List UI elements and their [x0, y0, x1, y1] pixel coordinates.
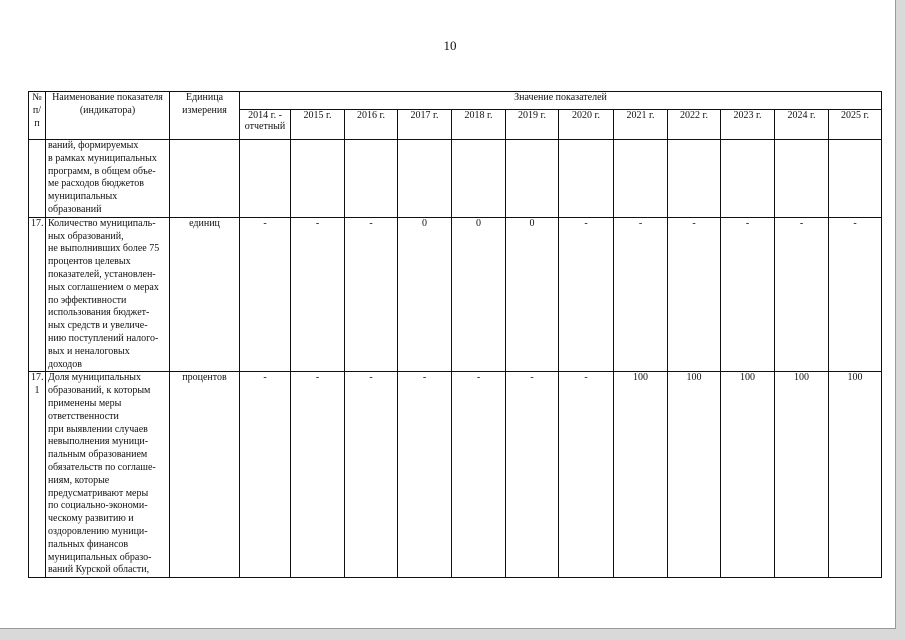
table-row	[29, 217, 882, 372]
value-cell: 100	[614, 372, 668, 578]
value-cell: -	[452, 372, 506, 578]
value-cell	[345, 140, 398, 218]
value-cell: 100	[721, 372, 775, 578]
value-cell: -	[829, 217, 882, 372]
header-year: 2022 г.	[668, 110, 721, 140]
header-year: 2019 г.	[506, 110, 559, 140]
indicator-unit: процентов	[170, 372, 240, 578]
value-cell	[240, 140, 291, 218]
header-year: 2015 г.	[291, 110, 345, 140]
value-cell: -	[721, 217, 775, 372]
value-cell: -	[559, 372, 614, 578]
indicators-table	[28, 91, 882, 578]
value-cell: -	[240, 217, 291, 372]
header-year: 2021 г.	[614, 110, 668, 140]
value-cell: 0	[506, 217, 559, 372]
value-cell: 100	[668, 372, 721, 578]
header-num: № п/п	[29, 92, 46, 140]
value-cell: -	[345, 372, 398, 578]
value-cell: -	[775, 217, 829, 372]
value-cell	[829, 140, 882, 218]
header-year: 2018 г.	[452, 110, 506, 140]
header-year: 2014 г. - отчетный	[240, 110, 291, 140]
table-row	[29, 140, 882, 218]
table-row	[29, 372, 882, 578]
header-year: 2020 г.	[559, 110, 614, 140]
value-cell: -	[345, 217, 398, 372]
row-number: 17. 1	[29, 372, 46, 578]
value-cell: -	[398, 372, 452, 578]
header-year: 2023 г.	[721, 110, 775, 140]
value-cell	[559, 140, 614, 218]
value-cell	[721, 140, 775, 218]
value-cell: 100	[829, 372, 882, 578]
row-number	[29, 140, 46, 218]
value-cell: 0	[452, 217, 506, 372]
value-cell	[506, 140, 559, 218]
value-cell: -	[240, 372, 291, 578]
value-cell	[452, 140, 506, 218]
value-cell: 0	[398, 217, 452, 372]
row-number: 17.	[29, 217, 46, 372]
header-year: 2024 г.	[775, 110, 829, 140]
value-cell	[668, 140, 721, 218]
value-cell	[291, 140, 345, 218]
value-cell: -	[291, 372, 345, 578]
value-cell	[398, 140, 452, 218]
header-year: 2017 г.	[398, 110, 452, 140]
indicator-name: ваний, формируемых в рамках муниципальных программ, в общем объе- ме расходов бюджетов муниципальных образований	[46, 140, 170, 218]
value-cell: 100	[775, 372, 829, 578]
indicator-name: Доля муниципальных образований, к которым применены меры ответственности при выявлении случаев невыполнения муници- пальным образованием обязательств по соглаше- ниям, которые предусматривают меры по социально-экономи- ческому развитию и оздоровлению муници- пальных финансов муниципальных образо- ваний Курской области,	[46, 372, 170, 578]
value-cell	[614, 140, 668, 218]
value-cell: -	[614, 217, 668, 372]
value-cell: -	[291, 217, 345, 372]
indicator-name: Количество муниципаль- ных образований, не выполнивших более 75 процентов целевых показателей, установлен- ных соглашением о мерах по эффективности использования бюджет- ных средств и увеличе- нию поступлений налого- вых и неналоговых доходов	[46, 217, 170, 372]
indicator-unit: единиц	[170, 217, 240, 372]
value-cell: -	[506, 372, 559, 578]
header-year: 2025 г.	[829, 110, 882, 140]
value-cell	[775, 140, 829, 218]
page-number: 10	[443, 38, 457, 53]
value-cell: -	[559, 217, 614, 372]
header-name: Наименование показателя (индикатора)	[46, 92, 170, 140]
header-unit: Единица измерения	[170, 92, 240, 140]
indicator-unit	[170, 140, 240, 218]
header-year: 2016 г.	[345, 110, 398, 140]
value-cell: -	[668, 217, 721, 372]
header-values-group: Значение показателей	[240, 92, 882, 110]
